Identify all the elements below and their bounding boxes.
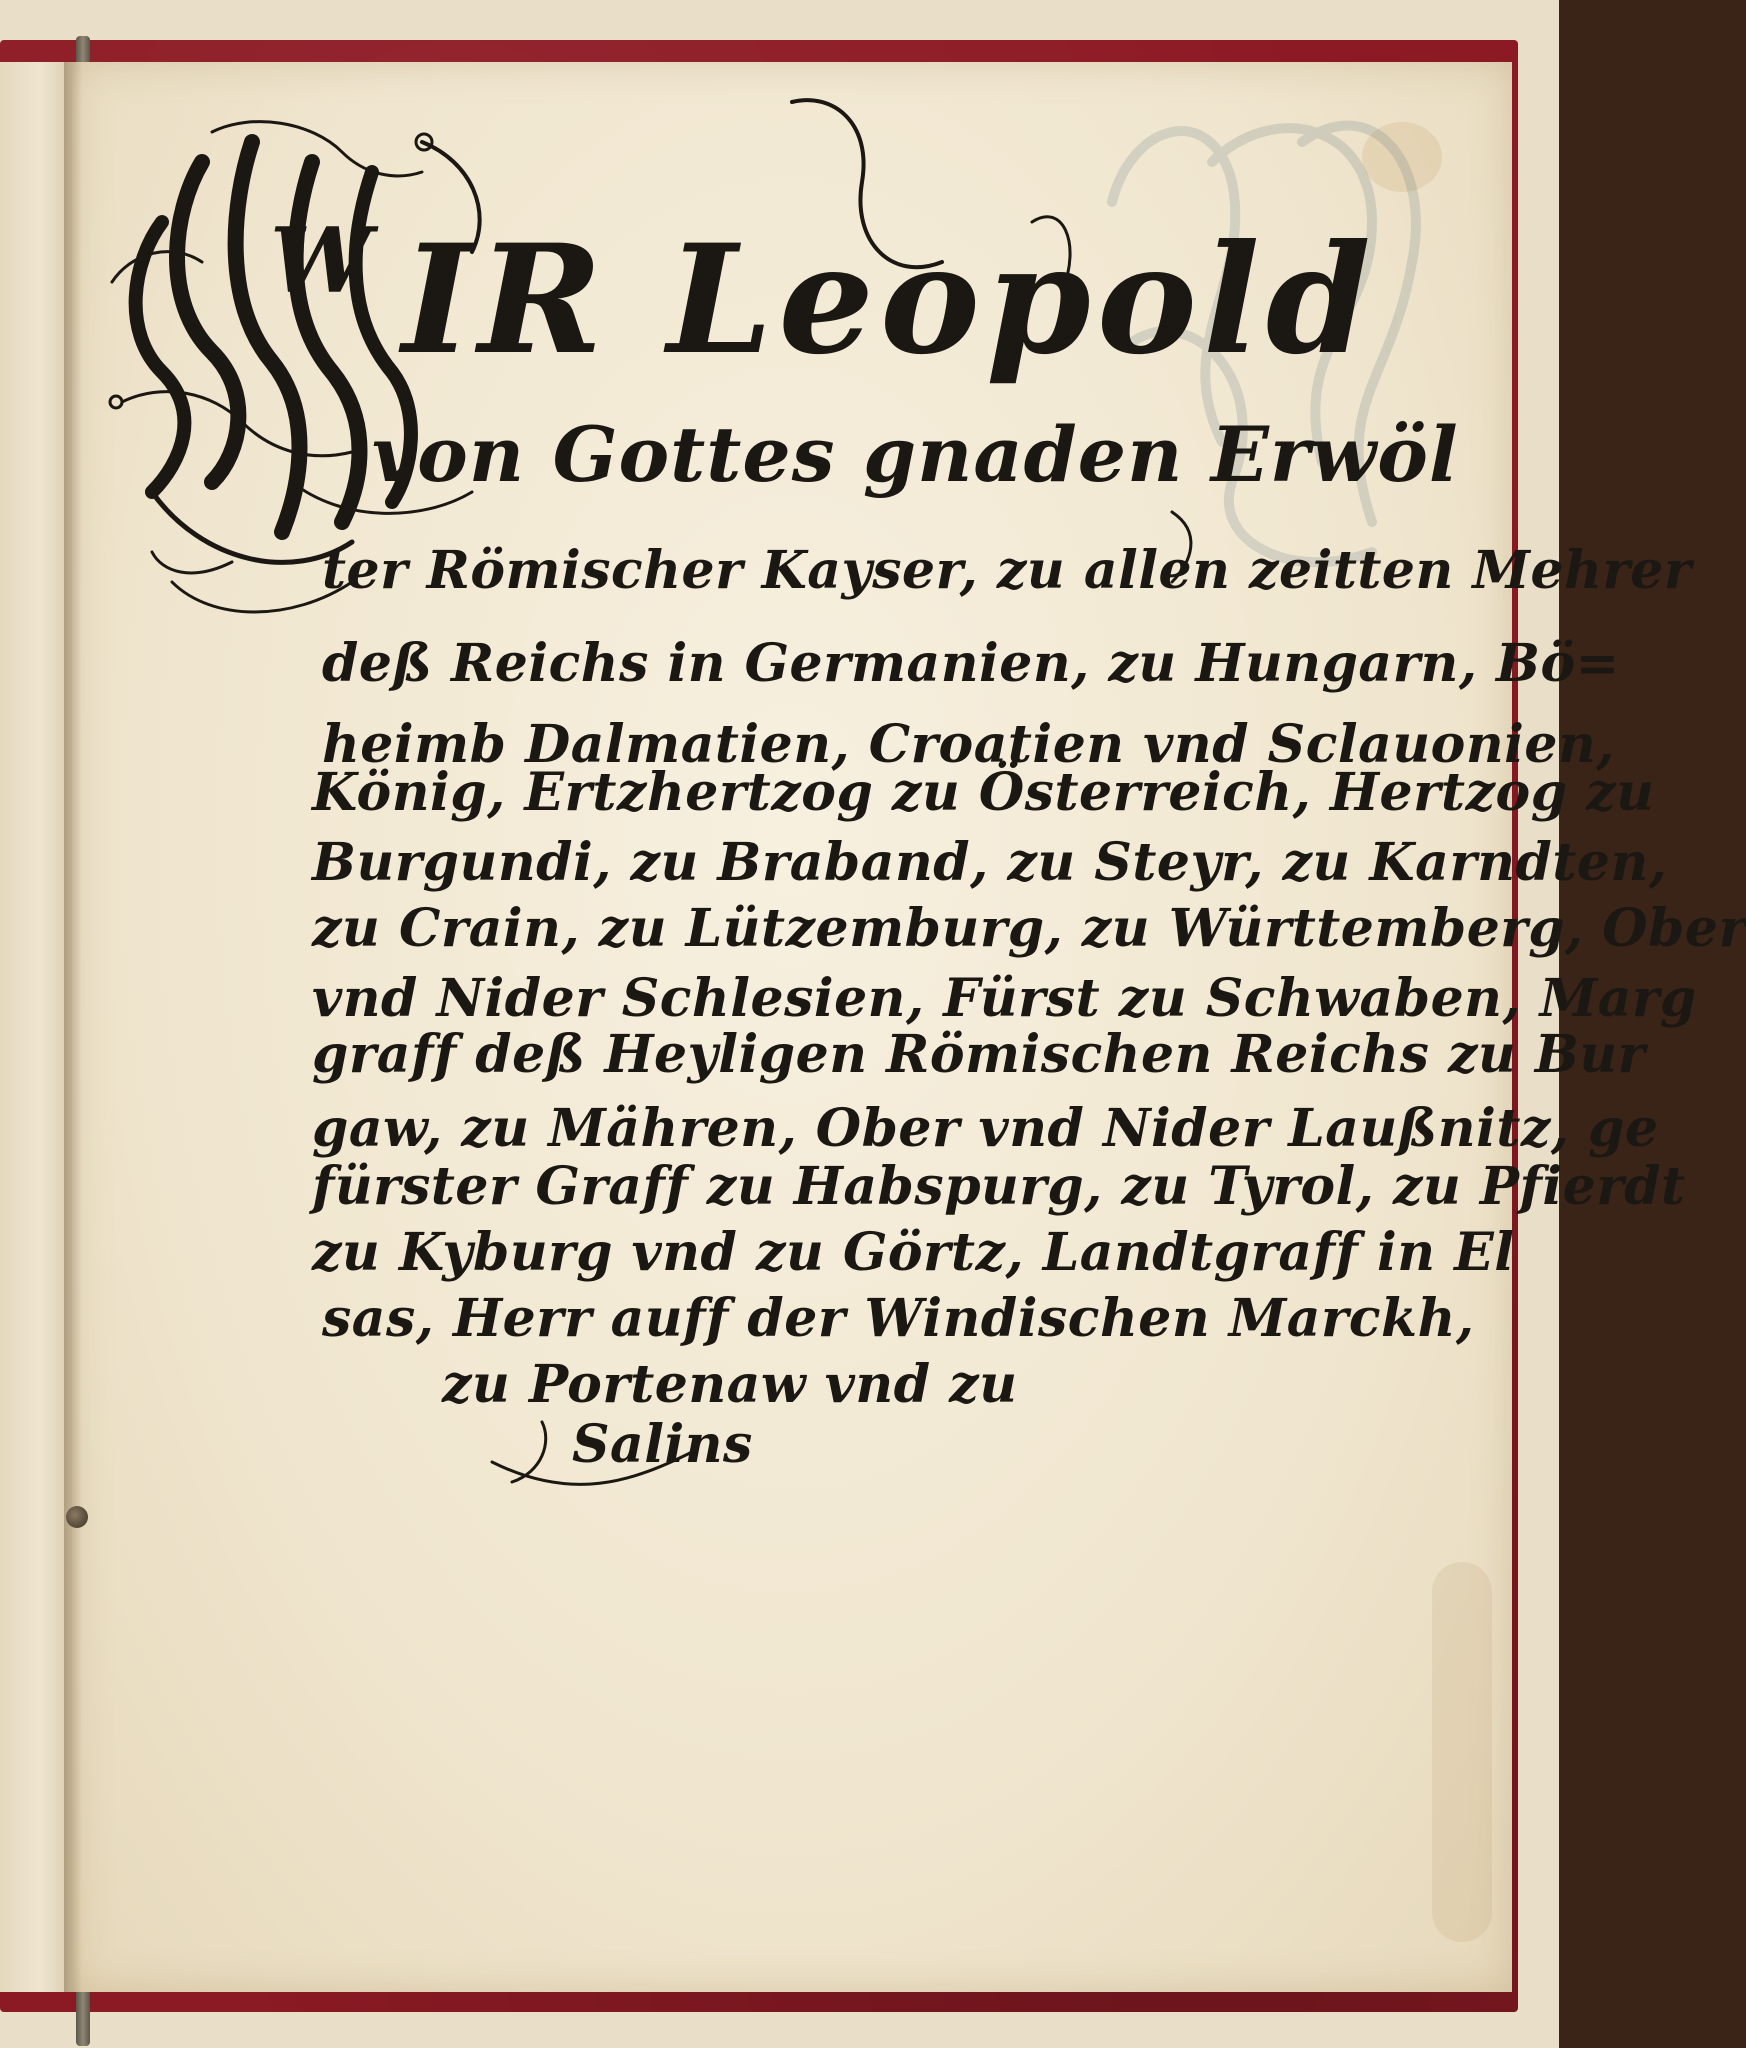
body-line: heimb Dalmatien, Croatien vnd Sclauonien, xyxy=(322,714,1615,775)
body-line: graff deß Heyligen Römischen Reichs zu Bur xyxy=(312,1024,1646,1085)
heading-line-2: von Gottes gnaden Erwöl xyxy=(372,410,1459,499)
heading-line-1: IR Leopold xyxy=(402,212,1377,388)
body-line: Salins xyxy=(572,1414,753,1475)
body-line: sas, Herr auff der Windischen Marckh, xyxy=(322,1288,1475,1349)
left-page-edge xyxy=(0,62,72,1992)
binding-stitch xyxy=(66,1506,88,1528)
body-line: Burgundi, zu Braband, zu Steyr, zu Karndten, xyxy=(312,832,1668,893)
body-line: vnd Nider Schlesien, Fürst zu Schwaben, Marg xyxy=(312,968,1697,1029)
page-gutter-shadow xyxy=(64,62,82,1992)
initial-letter: W xyxy=(270,208,372,314)
body-line: König, Ertzhertzog zu Österreich, Hertzog zu xyxy=(312,762,1655,823)
body-line: zu Kyburg vnd zu Görtz, Landtgraff in El xyxy=(312,1222,1515,1283)
body-line: zu Crain, zu Lützemburg, zu Württemberg, Ober xyxy=(312,898,1746,959)
letter-patent-text xyxy=(72,62,1746,1992)
bookmark-ribbon-bottom xyxy=(76,1990,90,2046)
body-line: ter Römischer Kayser, zu allen zeitten Mehrer xyxy=(322,540,1692,601)
body-line: fürster Graff zu Habspurg, zu Tyrol, zu Pfierdt xyxy=(312,1156,1686,1217)
body-line: zu Portenaw vnd zu xyxy=(442,1354,1018,1415)
body-line: deß Reichs in Germanien, zu Hungarn, Bö= xyxy=(322,633,1620,694)
body-line: gaw, zu Mähren, Ober vnd Nider Laußnitz, ge xyxy=(312,1098,1659,1159)
parchment-page xyxy=(72,62,1746,1992)
